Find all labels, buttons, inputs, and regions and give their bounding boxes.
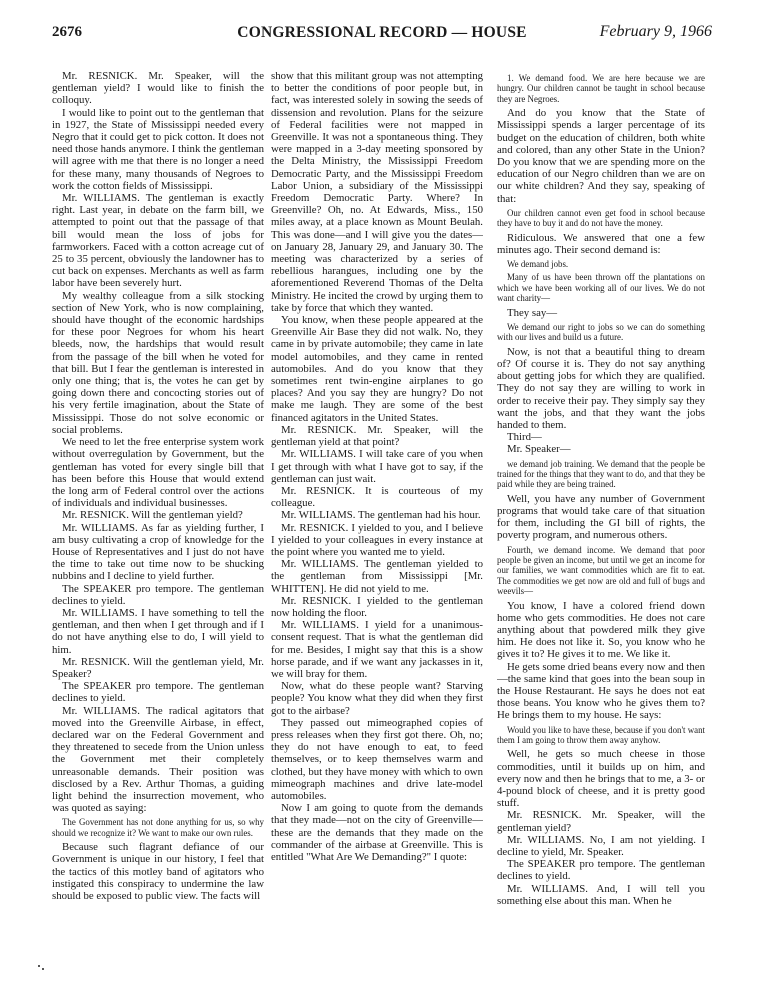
- paragraph: The SPEAKER pro tempore. The gentleman declines to yield.: [497, 858, 705, 883]
- paragraph: Mr. WILLIAMS. The radical agitators that moved into the Greenville Airbase, in effect, declared war on the Federal Government and they threatened to secede from the Union unless the Government met their completely unreasonable demands. Their position was disclosed by a Rev. Arthur Thomas, a guiding light behind the insurrection movement, who was quoted as saying:: [52, 704, 264, 815]
- paragraph: Now, is not that a beautiful thing to dream of? Of course it is. They do not say anything about getting jobs for which they are qualified. They do not say they are willing to work in order to receive their pay. They simply say they want the jobs, and that they want the jobs handed to them.: [497, 345, 705, 431]
- quoted-text: We demand jobs.: [507, 259, 569, 270]
- paragraph: Now I am going to quote from the demands that they made—not on the city of Greenville—these are the demands that they made on the commander of the airbase at Greenville. This is entitled "What Are We Demanding?" I quote:: [271, 802, 483, 863]
- quoted-text: We demand our right to jobs so we can do something with our lives and build us a future.: [497, 321, 705, 343]
- paragraph: The SPEAKER pro tempore. The gentleman declines to yield.: [52, 582, 264, 607]
- publication-date: February 9, 1966: [599, 23, 712, 40]
- paragraph: Mr. RESNICK. Mr. Speaker, will the gentleman yield? I would like to finish the colloquy.: [52, 70, 264, 107]
- paragraph: Mr. WILLIAMS. The gentleman yielded to the gentleman from Mississippi [Mr. WHITTEN]. He did not yield to me.: [271, 558, 483, 595]
- quoted-text: Fourth, we demand income. We demand that poor people be given an income, but until we get an income for our families, we want commodities which are fit to eat. The commodities we get now are old and full of bugs and weevils—: [497, 544, 705, 597]
- quoted-text: Would you like to have these, because if you don't want them I am going to throw them away anyhow.: [497, 724, 705, 746]
- paragraph: Third—: [507, 431, 542, 444]
- publication-title: CONGRESSIONAL RECORD — HOUSE: [237, 24, 527, 41]
- paragraph: Mr. WILLIAMS. The gentleman had his hour.: [281, 509, 481, 522]
- text-column-right: [497, 70, 705, 970]
- paragraph: Mr. WILLIAMS. As far as yielding further, I am busy cultivating a crop of knowledge for the House of Representatives and I just do not have the time to take out time now to be shucking nubbins and I decline to yield further.: [52, 521, 264, 583]
- paragraph: Mr. RESNICK. Mr. Speaker, will the gentleman yield?: [497, 809, 705, 834]
- paragraph: They passed out mimeographed copies of press releases when they first got there. Oh, no; they do not have enough to eat, to feed themselves, or to keep themselves warm and clothed, but they have money with which to own mimeograph machines and drive late-model automobiles.: [271, 716, 483, 802]
- page-number: 2676: [52, 24, 82, 40]
- paragraph: I would like to point out to the gentleman that in 1927, the State of Mississippi needed every Negro that it could get to pick cotton. It does not need those hands anymore. I think the gentleman will agree with me that there is no longer a need for these many, many thousands of Negroes to work the cotton fields of Mississippi.: [52, 106, 264, 192]
- paragraph: Mr. WILLIAMS. I have something to tell the gentleman, and then when I get through and if I do not have anything else to do, I will yield to him.: [52, 606, 264, 656]
- quoted-text: The Government has not done anything for us, so why should we recognize it? We want to make our own rules.: [52, 817, 264, 838]
- paragraph: We need to let the free enterprise system work without overregulation by Government, but the gentleman has voted for every single bill that has been before this House that would extend the long arm of Federal control over the actions of individuals and individual businesses.: [52, 436, 264, 510]
- quoted-text: 1. We demand food. We are here because we are hungry. Our children cannot be taught in school because they are Negroes.: [497, 73, 705, 104]
- text-column-middle: [271, 70, 483, 970]
- paragraph: Mr. WILLIAMS. And, I will tell you something else about this man. When he: [497, 882, 705, 907]
- paragraph: Mr. RESNICK. It is courteous of my colleague.: [271, 484, 483, 510]
- paragraph: Mr. RESNICK. I yielded to the gentleman now holding the floor.: [271, 594, 483, 619]
- paragraph: Mr. RESNICK. Mr. Speaker, will the gentleman yield at that point?: [271, 423, 483, 449]
- paragraph: Mr. WILLIAMS. The gentleman is exactly right. Last year, in debate on the farm bill, we attempted to point out that the passage of that bill would mean the loss of jobs for farmworkers. Faced with a cotton acreage cut of 25 to 35 percent, obviously the landowner has to cut back on expenses. Merchants as well as farm labor have been severely hurt.: [52, 192, 264, 290]
- paragraph: Well, you have any number of Government programs that would take care of that situation for them, including the GI bill of rights, the poverty program, and numerous others.: [497, 492, 705, 542]
- paragraph: Ridiculous. We answered that one a few minutes ago. Their second demand is:: [497, 231, 705, 256]
- paragraph: Well, he gets so much cheese in those commodities, until it builds up on him, and every now and then he brings that to me, a 3- or 4-pound block of cheese, and it is pretty good stuff.: [497, 748, 705, 810]
- text-column-left: [52, 70, 264, 970]
- paragraph: Mr. RESNICK. I yielded to you, and I believe I yielded to your colleagues in every instance at the point where you wanted me to yield.: [271, 521, 483, 558]
- paragraph: show that this militant group was not attempting to better the conditions of poor people but, in fact, was interested solely in sowing the seeds of dissension and revolution. Plans for the seizure of Federal facilities were not mapped in Greenville. It was not a spontaneous thing. They were mapped in a 3-day meeting sponsored by the Delta Ministry, the Mississippi Freedom Democratic Party, and the Mississippi Freedom Labor Union, a subsidiary of the Mississippi Freedom Democratic Party. Where? In Greenville? Oh, no. At Edwards, Miss., 150 miles away, at a place known as Mount Beulah. This was done—and I will give you the dates—on January 28, January 29, and January 30. The meeting was characterized by a series of rebellious harangues, including one by the aforementioned Reverend Thomas of the Delta Ministry. He incited the crowd by urging them to take by force that which they wanted.: [271, 70, 483, 314]
- paragraph: Mr. WILLIAMS. No, I am not yielding. I decline to yield, Mr. Speaker.: [497, 833, 705, 859]
- paragraph: Mr. WILLIAMS. I will take care of you when I get through with what I have got to say, if the gentleman can just wait.: [271, 448, 483, 485]
- quoted-text: Many of us have been thrown off the plantations on which we have been working all of our lives. We do not want charity—: [497, 272, 705, 304]
- paragraph: You know, when these people appeared at the Greenville Air Base they did not walk. No, they came in by private automobile; they came in late model automobiles, and they came in rented automobiles. And do you know that they sometimes rent twin-engine airplanes to go places? And you say they are hungry? Do not make me laugh. They are some of the best financed agitators in the United States.: [271, 314, 483, 424]
- paragraph: He gets some dried beans every now and then—the same kind that goes into the bean soup in the House Restaurant. He says he does not eat those beans. You know who he gives them to? He brings them to my house. He says:: [497, 660, 705, 722]
- paragraph: Now, what do these people want? Starving people? You know what they did when they first got to the airbase?: [271, 680, 483, 717]
- paragraph: The SPEAKER pro tempore. The gentleman declines to yield.: [52, 680, 264, 705]
- paragraph: Because such flagrant defiance of our Government is unique in our history, I feel that the tactics of this motley band of agitators who instigated this conspiracy to undermine the law should be exposed to public view. The facts will: [52, 841, 264, 903]
- paragraph: Mr. RESNICK. Will the gentleman yield?: [62, 509, 243, 522]
- quoted-text: we demand job training. We demand that the people be trained for the things that they want to do, and that they be paid while they are being trained.: [497, 458, 705, 490]
- paragraph: Mr. WILLIAMS. I yield for a unanimous-consent request. That is what the gentleman did for me. Besides, I might say that this is a show horse parade, and if we want any jackasses in it, we will bray for them.: [271, 619, 483, 680]
- quoted-text: Our children cannot even get food in school because they have to buy it and do not have the money.: [497, 207, 705, 229]
- paragraph: Mr. Speaker—: [507, 443, 571, 456]
- paragraph: They say—: [507, 306, 558, 319]
- page-header: [52, 24, 712, 46]
- page-specks: [38, 965, 44, 971]
- paragraph: You know, I have a colored friend down home who gets commodities. He does not care anything about that powdered milk they give him. He does not like it. So, you know who he gives it to? He gives it to me. We like it.: [497, 599, 705, 661]
- paragraph: And do you know that the State of Mississippi spends a larger percentage of its budget on the education of children, both white and colored, than any other State in the Union? Do you know that we are spending more on the education of our Negro children than we are on our white children? And they say, speaking of that:: [497, 107, 705, 205]
- paragraph: Mr. RESNICK. Will the gentleman yield, Mr. Speaker?: [52, 655, 264, 680]
- paragraph: My wealthy colleague from a silk stocking section of New York, who is now complaining, should have thought of the economic hardships for these poor Negroes for whom his heart bleeds, now, the hardships that would result from the passage of the bill when he voted for that bill. But I fear the gentleman is interested in only one thing; that is, the votes he can get by going down there and concocting stories out of his very fertile imagination, about the State of Mississippi. Those do not solve economic or social problems.: [52, 289, 264, 436]
